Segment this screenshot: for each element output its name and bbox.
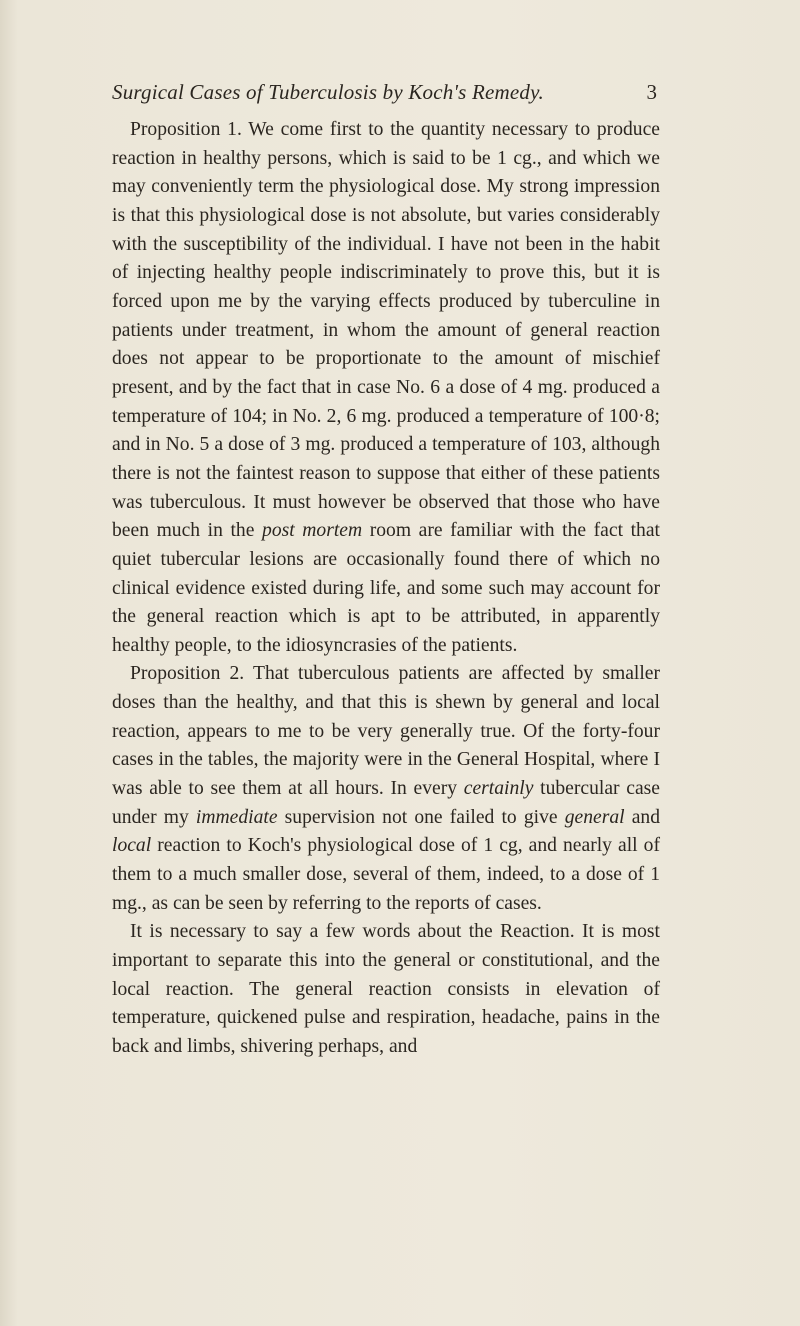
- body-text: [112, 116, 660, 1062]
- page-number: 3: [646, 80, 657, 104]
- paragraph-proposition-1: Proposition 1. We come first to the quantity necessary to produce reaction in healthy persons, which is said to be 1 cg., and which we may conveniently term the physiological dose. My strong impression is that this physiological dose is not absolute, but varies considerably with the susceptibility of the individual. I have not been in the habit of injecting healthy people indiscriminately to prove this, but it is forced upon me by the varying effects produced by tuberculine in patients under treatment, in whom the amount of general reaction does not appear to be proportionate to the amount of mischief present, and by the fact that in case No. 6 a dose of 4 mg. produced a temperature of 104; in No. 2, 6 mg. produced a temperature of 100·8; and in No. 5 a dose of 3 mg. produced a temperature of 103, although there is not the faintest reason to suppose that either of these patients was tuberculous. It must however be observed that those who have been much in the post mortem room are familiar with the fact that quiet tubercular lesions are occasionally found there of which no clinical evidence existed during life, and some such may account for the general reaction which is apt to be attributed, in apparently healthy people, to the idiosyncrasies of the patients.: [112, 119, 660, 656]
- page-header: [112, 80, 657, 110]
- running-title: Surgical Cases of Tuberculosis by Koch's Remedy.: [112, 80, 544, 104]
- paragraph-reaction: It is necessary to say a few words about the Reaction. It is most important to separate this into the general or constitutional, and the local reaction. The general reaction consists in elevation of temperature, quickened pulse and respiration, headache, pains in the back and limbs, shivering perhaps, and: [112, 921, 660, 1057]
- paragraph-proposition-2: Proposition 2. That tuberculous patients are affected by smaller doses than the healthy, and that this is shewn by general and local reaction, appears to me to be very generally true. Of the forty-four cases in the tables, the majority were in the General Hospital, where I was able to see them at all hours. In every certainly tubercular case under my immediate supervision not one failed to give general and local reaction to Koch's physiological dose of 1 cg, and nearly all of them to a much smaller dose, several of them, indeed, to a dose of 1 mg., as can be seen by referring to the reports of cases.: [112, 663, 661, 914]
